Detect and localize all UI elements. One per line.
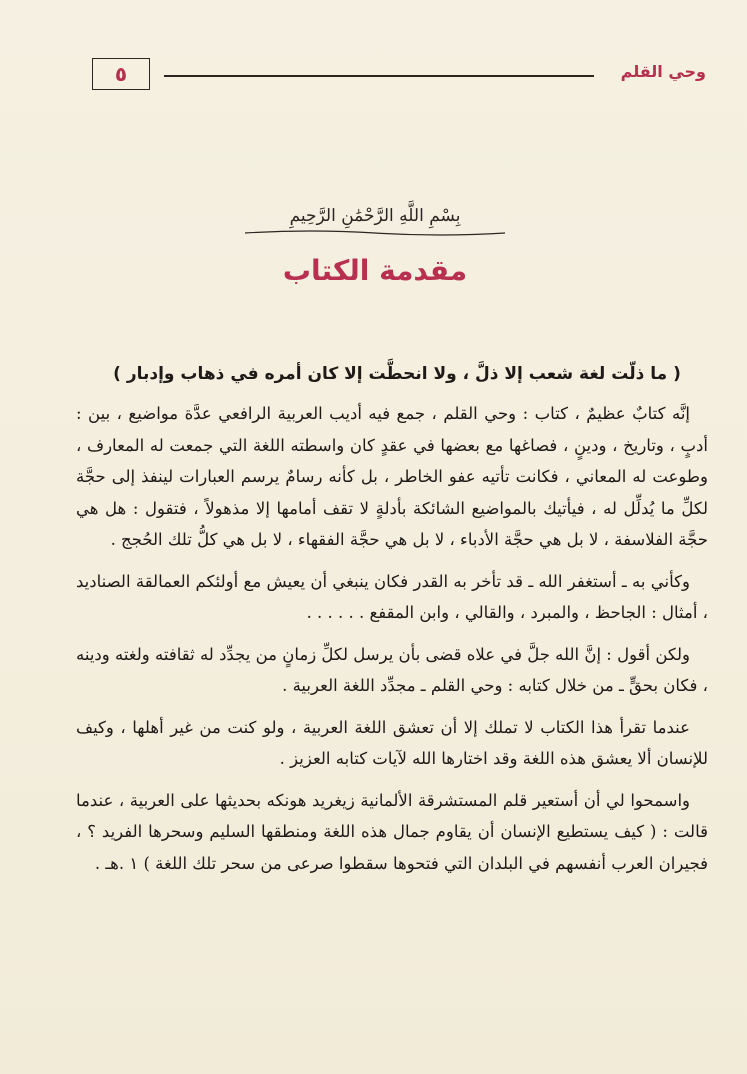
paragraph: ولكن أقول : إنَّ الله جلَّ في علاه قضى بأن يرسل لكلِّ زمانٍ من يجدِّد له ثقافته ولغته ودينه ، فكان بحقٍّ ـ من خلال كتابه : وحي القلم ـ مجدِّد اللغة العربية . (76, 644, 708, 695)
paragraph: واسمحوا لي أن أستعير قلم المستشرقة الألمانية زيغريد هونكه بحديثها على العربية ، عندما قالت : ( كيف يستطيع الإنسان أن يقاوم جمال هذه اللغة ومنطقها السليم وسحرها الفريد ؟ ، فجيران العرب أنفسهم في البلدان التي فتحوها سقطوا صرعى من سحر تلك اللغة ) ١ .هـ . (76, 790, 708, 873)
paragraph: إنَّه كتابٌ عظيمٌ ، كتاب : وحي القلم ، جمع فيه أديب العربية الرافعي عدَّة مواضيع ، بين : أدبٍ ، وتاريخ ، ودينٍ ، فصاغها مع بعضها في عقدٍ كان واسطته اللغة التي جمعت له المعارف ، وطوعت له المعاني ، فكانت تأتيه عفو الخاطر ، بل كأنه رسامٌ يرسم العبارات لينفذ إلى حجَّة لكلِّ ما يُدلِّل له ، فيأتيك بالمواضيع الشائكة بأدلةٍ لا تقف أمامها إلا مذهولاً ، فتقول : هل هي حجَّة الفلاسفة ، لا بل هي حجَّة الأدباء ، لا بل هي حجَّة الفقهاء ، لا بل هي كلُّ تلك الحُجج . (76, 404, 708, 549)
page-header (92, 58, 706, 92)
basmala: بِسْمِ اللَّهِ الرَّحْمَٰنِ الرَّحِيمِ (289, 206, 461, 226)
paragraph: عندما تقرأ هذا الكتاب لا تملك إلا أن تعشق اللغة العربية ، ولو كنت من غير أهلها ، وكيف للإنسان ألا يعشق هذه اللغة وقد اختارها الله لآيات كتابه العزيز . (76, 717, 708, 768)
paragraph: وكأني به ـ أستغفر الله ـ قد تأخر به القدر فكان ينبغي أن يعيش مع أولئكم العمالقة الصناديد ، أمثال : الجاحظ ، والمبرد ، والقالي ، وابن المقفع . . . . . . (76, 571, 708, 622)
chapter-title: مقدمة الكتاب (282, 254, 468, 287)
running-title: وحي القلم (620, 62, 706, 81)
page-number: ٥ (92, 58, 150, 90)
header-rule (164, 75, 594, 77)
epigraph: ( ما ذلّت لغة شعب إلا ذلَّ ، ولا انحطَّت إلا كان أمره في ذهاب وإدبار ) (113, 364, 681, 384)
body-text (76, 398, 708, 889)
basmala-flourish-icon (240, 228, 510, 238)
